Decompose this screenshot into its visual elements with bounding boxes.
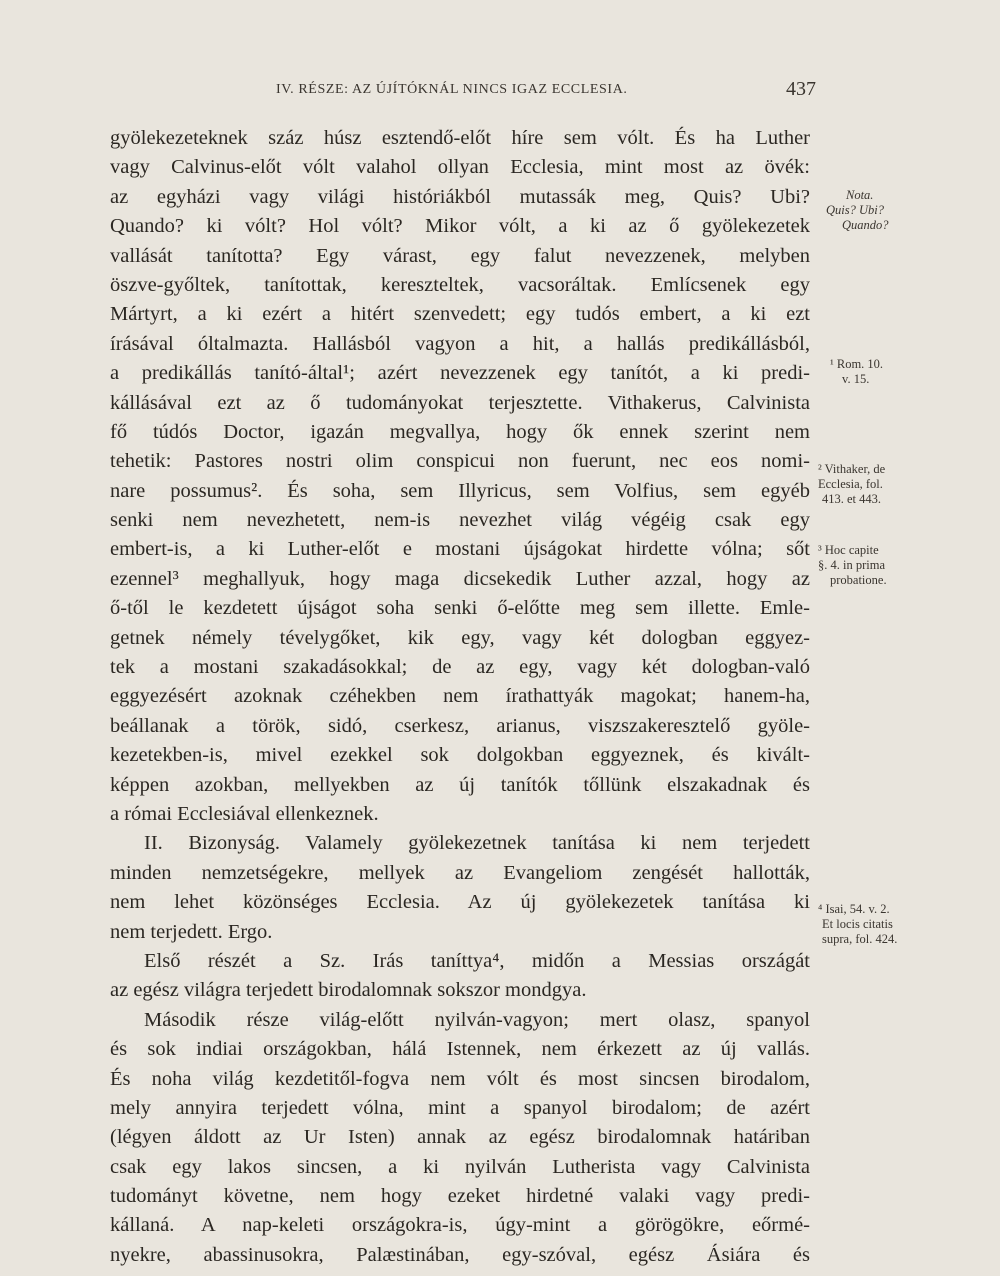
text-line: senki nem nevezhetett, nem-is nevezhet világ végéig csak egy — [110, 509, 810, 532]
text-line: getnek némely tévelygőket, kik egy, vagy két dologban eggyez- — [110, 626, 810, 649]
text-line: az egész világra terjedett birodalomnak sokszor mondgya. — [110, 979, 587, 1002]
margin-note-line: supra, fol. 424. — [822, 932, 898, 946]
margin-note-line: Quis? Ubi? — [826, 203, 884, 217]
text-line: nare possumus². És soha, sem Illyricus, sem Volfius, sem egyéb — [110, 479, 810, 502]
text-line: (légyen áldott az Ur Isten) annak az egész birodalomnak határiban — [110, 1126, 810, 1149]
text-line: Első részét a Sz. Irás taníttya⁴, midőn a Messias országát — [144, 949, 810, 972]
text-line: írásával óltalmazta. Hallásból vagyon a hit, a hallás predikállásból, — [110, 332, 810, 355]
margin-note-line: Nota. — [846, 188, 874, 202]
margin-note-isai — [818, 902, 996, 947]
text-line: fő túdós Doctor, igazán megvallya, hogy ők ennek szerint nem — [110, 420, 810, 443]
margin-note-line: ² Vithaker, de — [818, 462, 886, 476]
text-line: minden nemzetségekre, mellyek az Evangeliom zengését hallották, — [110, 861, 810, 884]
text-line: vagy Calvinus-előt vólt valahol ollyan Ecclesia, mint most az övék: — [110, 156, 810, 179]
page-number: 437 — [786, 78, 816, 100]
text-line: Quando? ki vólt? Hol vólt? Mikor vólt, a ki az ő gyölekezetek — [110, 215, 810, 238]
text-line: ő-től le kezdetett újságot soha senki ő-előtte meg sem illette. Emle- — [110, 597, 810, 620]
running-title: IV. RÉSZE: AZ ÚJÍTÓKNÁL NINCS IGAZ ECCLESIA. — [276, 82, 628, 97]
margin-note-line: Quando? — [842, 218, 889, 232]
text-line: eggyezésért azoknak czéhekben nem írathattyák magokat; hanem-ha, — [110, 685, 810, 708]
running-header — [276, 78, 816, 102]
margin-note-line: ³ Hoc capite — [818, 543, 879, 557]
text-line: tek a mostani szakadásokkal; de az egy, vagy két dologban-való — [110, 656, 810, 679]
text-line: ezennel³ meghallyuk, hogy maga dicsekedik Luther azzal, hogy az — [110, 567, 810, 590]
text-line: a predikállás tanító-által¹; azért nevezzenek egy tanítót, a ki predi- — [110, 362, 810, 385]
text-line: csak egy lakos sincsen, a ki nyilván Lutherista vagy Calvinista — [110, 1155, 810, 1178]
margin-note-rom — [818, 357, 996, 387]
margin-note-line: probatione. — [830, 573, 887, 587]
text-line: és sok indiai országokban, hálá Istennek, nem érkezett az új vallás. — [110, 1038, 810, 1061]
text-line: gyölekezeteknek száz húsz esztendő-előt híre sem vólt. És ha Luther — [110, 127, 810, 149]
text-line: kállaná. A nap-keleti országokra-is, úgy-mint a görögökre, eőrmé- — [110, 1214, 810, 1237]
margin-note-line: 413. et 443. — [822, 492, 882, 506]
margin-note-nota — [818, 188, 996, 233]
text-line: nem lehet közönséges Ecclesia. Az új gyölekezetek tanítása ki — [110, 891, 810, 914]
text-line: embert-is, a ki Luther-előt e mostani újságokat hirdette vólna; sőt — [110, 538, 810, 561]
margin-note-vithaker — [818, 462, 996, 507]
margin-note-line: v. 15. — [842, 372, 870, 386]
margin-note-line: §. 4. in prima — [818, 558, 886, 572]
text-line: kezetekben-is, mivel ezekkel sok dolgokban eggyeznek, és kivált- — [110, 744, 810, 767]
text-line: beállanak a török, sidó, cserkesz, arianus, viszszakeresztelő gyöle- — [110, 714, 810, 737]
text-line: Mártyrt, a ki ezért a hitért szenvedett; egy tudós embert, a ki ezt — [110, 303, 810, 326]
margin-note-line: ⁴ Isai, 54. v. 2. — [818, 902, 890, 916]
text-line: öszve-győltek, tanítottak, kereszteltek, vacsoráltak. Emlícsenek egy — [110, 273, 810, 296]
text-line: képpen azokban, mellyekben az új tanítók tőllünk elszakadnak és — [110, 773, 810, 796]
text-line: mely annyira terjedett vólna, mint a spanyol birodalom; de azért — [110, 1096, 810, 1119]
text-line: tudományt követne, nem hogy ezeket hirdetné valaki vagy predi- — [110, 1185, 810, 1208]
margin-note-hoc — [818, 543, 996, 588]
text-line: a római Ecclesiával ellenkeznek. — [110, 802, 379, 825]
margin-note-line: Et locis citatis — [822, 917, 893, 931]
body-text — [110, 124, 810, 1270]
text-line: nyekre, abassinusokra, Palæstinában, egy-szóval, egész Ásiára és — [110, 1243, 810, 1266]
text-line: tehetik: Pastores nostri olim conspicui non fuerunt, nec eos nomi- — [110, 450, 810, 473]
text-line: Második része világ-előtt nyilván-vagyon; mert olasz, spanyol — [144, 1008, 810, 1031]
text-line: az egyházi vagy világi históriákból mutassák meg, Quis? Ubi? — [110, 185, 810, 208]
margin-note-line: ¹ Rom. 10. — [830, 357, 884, 371]
text-line: II. Bizonyság. Valamely gyölekezetnek tanítása ki nem terjedett — [144, 832, 810, 855]
text-line: nem terjedett. Ergo. — [110, 920, 273, 943]
text-line: kállásával ezt az ő tudományokat terjesztette. Vithakerus, Calvinista — [110, 391, 810, 414]
margin-note-line: Ecclesia, fol. — [818, 477, 883, 491]
text-line: vallását tanította? Egy várast, egy falut nevezzenek, melyben — [110, 244, 810, 267]
text-line: És noha világ kezdetitől-fogva nem vólt és most sincsen birodalom, — [110, 1067, 810, 1090]
